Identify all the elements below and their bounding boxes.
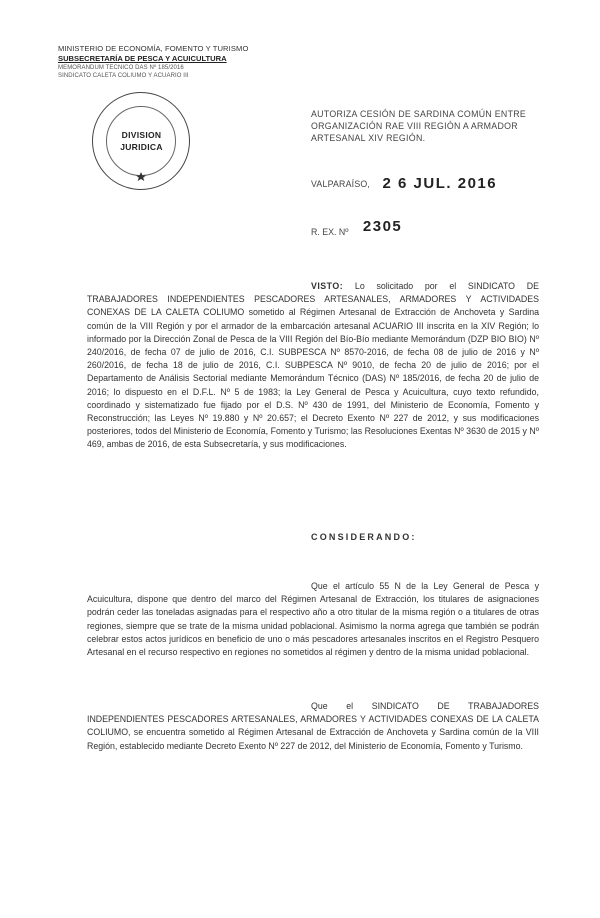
reference-line-1: MEMORANDUM TECNICO DAS Nº 185/2016 — [58, 65, 184, 71]
letterhead — [58, 44, 258, 80]
resolution-number-line — [311, 218, 403, 239]
subsecretaria-name: SUBSECRETARÍA DE PESCA Y ACUICULTURA — [58, 54, 227, 63]
considerando-heading: CONSIDERANDO: — [311, 532, 417, 542]
date-line — [311, 174, 497, 191]
considerando-paragraph-1 — [87, 580, 539, 659]
resolution-subject: AUTORIZA CESIÓN DE SARDINA COMÚN ENTRE ORGANIZACIÓN RAE VIII REGIÓN A ARMADOR ARTESANAL XIV REGIÓN. — [311, 109, 527, 143]
ministry-name: MINISTERIO DE ECONOMÍA, FOMENTO Y TURISMO — [58, 44, 249, 53]
date-place: VALPARAÍSO, — [311, 179, 371, 189]
seal-center-line-1: DIVISION — [121, 130, 162, 140]
paragraph-2-text: Que el SINDICATO DE TRABAJADORES INDEPENDIENTES PESCADORES ARTESANALES, ARMADORES Y ACTIVIDADES CONEXAS DE LA CALETA COLIUMO, se encuentra sometido al Régimen Artesanal de Extracción de Anchoveta y Sardina común de la VIII Región, establecido mediante Decreto Exento Nº 227 de 2012, del Ministerio de Economía, Fomento y Turismo. — [87, 701, 539, 751]
seal-center-line-2: JURIDICA — [120, 142, 163, 152]
visto-text: Lo solicitado por el SINDICATO DE TRABAJADORES INDEPENDIENTES PESCADORES ARTESANALES, ARMADORES Y ACTIVIDADES CONEXAS DE LA CALETA COLIUMO sometido al Régimen Artesanal de Extracción de Anchoveta y Sardina común de la VIII Región y por el armador de la embarcación artesanal ACUARIO III inscrita en la XIV Región; lo informado por la Dirección Zonal de Pesca de la VIII Región del Bío-Bío mediante Memorándum (DZP BIO BIO) Nº 240/2016, de fecha 07 de julio de 2016, C.I. SUBPESCA Nº 8570-2016, de fecha 08 de julio de 2016 y Nº 260/2016, de fecha 18 de julio de 2016, C.I. SUBPESCA Nº 9010, de fecha 20 de julio de 2016; por el Departamento de Análisis Sectorial mediante Memorándum Técnico (DAS) Nº 185/2016, de fecha 20 de julio de 2016; lo dispuesto en el D.F.L. Nº 5 de 1983; la Ley General de Pesca y Acuicultura, cuyo texto refundido, coordinado y sistematizado fue fijado por el D.S. Nº 430 de 1991, del Ministerio de Economía, Fomento y Reconstrucción; las Leyes Nº 19.880 y Nº 20.657; el Decreto Exento Nº 227 de 2012, y sus modificaciones posteriores, todos del Ministerio de Economía, Fomento y Turismo; las Resoluciones Exentas Nº 3630 de 2015 y Nº 469, ambas de 2016, de esta Subsecretaría, y sus modificaciones. — [87, 281, 539, 450]
rex-label: R. EX. Nº — [311, 227, 349, 237]
division-juridica-seal — [92, 92, 192, 192]
reference-line-2: SINDICATO CALETA COLIUMO Y ACUARIO III — [58, 73, 189, 79]
visto-label: VISTO: — [311, 281, 344, 291]
visto-paragraph — [87, 280, 539, 452]
date-stamp: 2 6 JUL. 2016 — [382, 175, 498, 192]
paragraph-1-text: Que el artículo 55 N de la Ley General de Pesca y Acuicultura, dispone que dentro del marco del Régimen Artesanal de Extracción, los titulares de asignaciones podrán ceder las toneladas asignadas para el respectivo año a otro titular de la misma región o a titulares de otras regiones, siempre que se trate de la misma unidad poblacional. Asimismo la norma agrega que también se podrán celebrar estos actos jurídicos en beneficio de uno o más pescadores artesanales inscritos en el Registro Pesquero Artesanal en el recurso respectivo en regiones no sometidos al régimen y dentro de la misma unidad poblacional. — [87, 581, 539, 658]
rex-number: 2305 — [362, 218, 403, 235]
considerando-paragraph-2 — [87, 700, 539, 753]
